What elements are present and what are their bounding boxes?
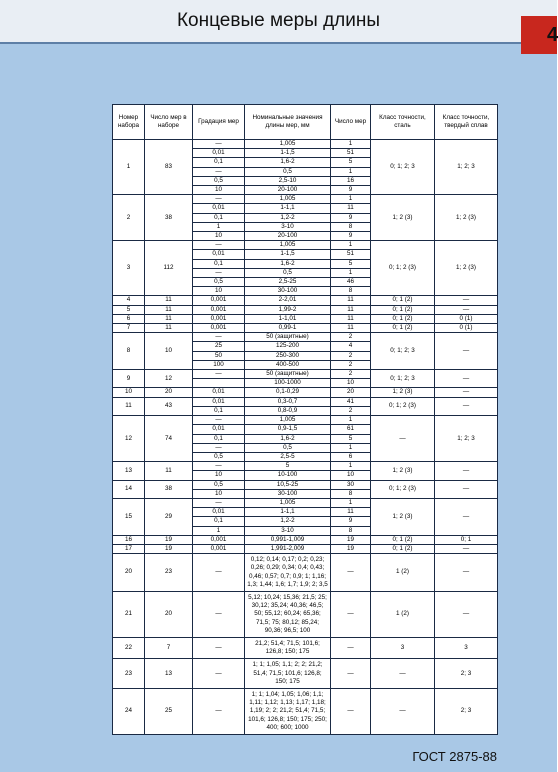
block-count-cell: 2 (331, 333, 371, 342)
gradation-cell: 10 (193, 287, 245, 296)
page-header (0, 0, 557, 44)
accuracy-carbide-cell: 1; 2; 3 (435, 140, 498, 195)
nominal-length-cell: 5 (245, 462, 331, 471)
table-row (113, 333, 498, 342)
block-count-cell: 1 (331, 443, 371, 452)
block-count-cell: 11 (331, 296, 371, 305)
accuracy-carbide-cell: — (435, 591, 498, 637)
nominal-length-cell: 20-100 (245, 232, 331, 241)
nominal-length-cell: 2,5-5 (245, 452, 331, 461)
block-count-cell: 1 (331, 241, 371, 250)
nominal-length-cell: 1,2-2 (245, 517, 331, 526)
gradation-cell: 0,001 (193, 296, 245, 305)
table-row (113, 241, 498, 250)
gradation-cell: 0,5 (193, 452, 245, 461)
gradation-cell (193, 379, 245, 388)
set-number-cell: 8 (113, 333, 145, 370)
block-count-cell: 5 (331, 434, 371, 443)
nominal-length-cell: 1-1,5 (245, 149, 331, 158)
block-count-cell: 11 (331, 314, 371, 323)
accuracy-steel-cell: 0; 1; 2; 3 (371, 370, 435, 388)
gradation-cell: 0,5 (193, 278, 245, 287)
table-row (113, 314, 498, 323)
gauge-block-sets-table (112, 104, 498, 735)
gradation-cell: 0,01 (193, 508, 245, 517)
accuracy-carbide-cell: 0 (1) (435, 314, 498, 323)
gradation-cell: 0,01 (193, 149, 245, 158)
gradation-cell: — (193, 637, 245, 658)
blocks-in-set-cell: 11 (145, 305, 193, 314)
gradation-cell: — (193, 268, 245, 277)
block-count-cell: 10 (331, 379, 371, 388)
block-count-cell: 11 (331, 204, 371, 213)
nominal-length-cell: 1,2-2 (245, 213, 331, 222)
block-count-cell: 8 (331, 489, 371, 498)
block-count-cell: 11 (331, 508, 371, 517)
nominal-length-cell: 0,99-1 (245, 324, 331, 333)
block-count-cell: 20 (331, 388, 371, 397)
gradation-cell: 0,1 (193, 517, 245, 526)
block-count-cell: 9 (331, 232, 371, 241)
nominal-length-cell: 1,6-2 (245, 434, 331, 443)
accuracy-carbide-cell: — (435, 462, 498, 480)
blocks-in-set-cell: 10 (145, 333, 193, 370)
accuracy-carbide-cell: 0 (1) (435, 324, 498, 333)
accuracy-steel-cell: — (371, 688, 435, 734)
block-count-cell: 2 (331, 360, 371, 369)
nominal-length-cell: 10-100 (245, 471, 331, 480)
block-count-cell: 11 (331, 305, 371, 314)
set-number-cell: 5 (113, 305, 145, 314)
block-count-cell: 8 (331, 287, 371, 296)
gradation-cell: 0,01 (193, 250, 245, 259)
col-header-gradation: Градация мер (193, 105, 245, 140)
col-header-nominal-lengths: Номинальные значения длины мер, мм (245, 105, 331, 140)
accuracy-steel-cell: 3 (371, 637, 435, 658)
gradation-cell: 0,5 (193, 176, 245, 185)
block-count-cell: 19 (331, 535, 371, 544)
gradation-cell: 0,01 (193, 388, 245, 397)
nominal-length-cell: 30-100 (245, 287, 331, 296)
accuracy-carbide-cell: 1; 2 (3) (435, 195, 498, 241)
accuracy-carbide-cell: — (435, 333, 498, 370)
table-row (113, 688, 498, 734)
blocks-in-set-cell: 11 (145, 324, 193, 333)
table-row (113, 659, 498, 689)
set-number-cell: 9 (113, 370, 145, 388)
nominal-length-cell: 1,005 (245, 140, 331, 149)
accuracy-carbide-cell: — (435, 370, 498, 388)
block-count-cell: 2 (331, 370, 371, 379)
gradation-cell: 25 (193, 342, 245, 351)
nominal-length-cell: 0,8-0,9 (245, 406, 331, 415)
gradation-cell: 1 (193, 526, 245, 535)
nominal-length-cell: 1,005 (245, 498, 331, 507)
blocks-in-set-cell: 7 (145, 637, 193, 658)
gradation-cell: — (193, 370, 245, 379)
gradation-cell: — (193, 554, 245, 592)
nominal-length-cell: 50 (защитные) (245, 333, 331, 342)
block-count-cell: 1 (331, 462, 371, 471)
set-number-cell: 17 (113, 544, 145, 553)
nominal-length-cell: 50 (защитные) (245, 370, 331, 379)
table-row (113, 370, 498, 379)
blocks-in-set-cell: 43 (145, 397, 193, 415)
nominal-length-cell: 0,5 (245, 167, 331, 176)
page-number-tab: 4 (521, 16, 557, 54)
block-count-cell: 8 (331, 526, 371, 535)
set-number-cell: 10 (113, 388, 145, 397)
nominal-length-cell: 2,5-25 (245, 278, 331, 287)
gradation-cell: — (193, 167, 245, 176)
accuracy-steel-cell: 0; 1; 2 (3) (371, 241, 435, 296)
accuracy-steel-cell: 0; 1 (2) (371, 296, 435, 305)
accuracy-carbide-cell: — (435, 480, 498, 498)
blocks-in-set-cell: 83 (145, 140, 193, 195)
block-count-cell: — (331, 554, 371, 592)
accuracy-carbide-cell: 0; 1 (435, 535, 498, 544)
accuracy-steel-cell: 1; 2 (3) (371, 388, 435, 397)
gradation-cell: — (193, 241, 245, 250)
block-count-cell: 19 (331, 544, 371, 553)
nominal-length-cell: 20-100 (245, 186, 331, 195)
block-count-cell: 5 (331, 158, 371, 167)
set-number-cell: 6 (113, 314, 145, 323)
block-count-cell: — (331, 637, 371, 658)
accuracy-carbide-cell: 3 (435, 637, 498, 658)
nominal-length-cell: 1,991-2,009 (245, 544, 331, 553)
gradation-cell: 0,001 (193, 324, 245, 333)
set-number-cell: 21 (113, 591, 145, 637)
nominal-length-cell: 0,1-0,29 (245, 388, 331, 397)
block-count-cell: 4 (331, 342, 371, 351)
gradation-cell: 0,1 (193, 213, 245, 222)
block-count-cell: 9 (331, 213, 371, 222)
accuracy-carbide-cell: — (435, 544, 498, 553)
col-header-blocks-in-set: Число мер в наборе (145, 105, 193, 140)
accuracy-steel-cell: 1; 2 (3) (371, 462, 435, 480)
accuracy-carbide-cell: 2; 3 (435, 688, 498, 734)
table-row (113, 462, 498, 471)
table-row (113, 195, 498, 204)
accuracy-carbide-cell: — (435, 388, 498, 397)
block-count-cell: 51 (331, 149, 371, 158)
gradation-cell: 0,01 (193, 204, 245, 213)
nominal-length-cell: 3-10 (245, 222, 331, 231)
block-count-cell: 51 (331, 250, 371, 259)
accuracy-steel-cell: 0; 1; 2 (3) (371, 397, 435, 415)
block-count-cell: — (331, 591, 371, 637)
nominal-length-cell: 0,991-1,009 (245, 535, 331, 544)
col-header-accuracy-carbide: Класс точности, твердый сплав (435, 105, 498, 140)
accuracy-steel-cell: 1 (2) (371, 591, 435, 637)
set-number-cell: 4 (113, 296, 145, 305)
accuracy-carbide-cell: — (435, 498, 498, 535)
table-body (113, 140, 498, 735)
accuracy-steel-cell: 0; 1 (2) (371, 535, 435, 544)
gradation-cell: — (193, 443, 245, 452)
block-count-cell: 11 (331, 324, 371, 333)
block-count-cell: 2 (331, 351, 371, 360)
table-row (113, 480, 498, 489)
table-row (113, 554, 498, 592)
block-count-cell: 41 (331, 397, 371, 406)
accuracy-carbide-cell: — (435, 554, 498, 592)
set-number-cell: 14 (113, 480, 145, 498)
nominal-length-cell: 1; 1; 1,04; 1,05; 1,06; 1,1; 1,11; 1,12; 1,13; 1,17; 1,18; 1,19; 2; 2; 21,2; 51,4; 71,5; 101,6; 126,8; 150; 175; 250; 400; 600; 1000 (245, 688, 331, 734)
accuracy-carbide-cell: 1; 2 (3) (435, 241, 498, 296)
table-row (113, 388, 498, 397)
gradation-cell: 0,5 (193, 480, 245, 489)
gradation-cell: — (193, 140, 245, 149)
block-count-cell: — (331, 659, 371, 689)
set-number-cell: 3 (113, 241, 145, 296)
block-count-cell: 10 (331, 471, 371, 480)
block-count-cell: 8 (331, 222, 371, 231)
nominal-length-cell: 1,6-2 (245, 259, 331, 268)
table-row (113, 535, 498, 544)
table-row (113, 305, 498, 314)
block-count-cell: 1 (331, 195, 371, 204)
blocks-in-set-cell: 20 (145, 388, 193, 397)
accuracy-carbide-cell: — (435, 305, 498, 314)
gradation-cell: 100 (193, 360, 245, 369)
accuracy-steel-cell: 0; 1; 2; 3 (371, 140, 435, 195)
accuracy-steel-cell: 0; 1 (2) (371, 324, 435, 333)
block-count-cell: 61 (331, 425, 371, 434)
gradation-cell: — (193, 195, 245, 204)
blocks-in-set-cell: 25 (145, 688, 193, 734)
blocks-in-set-cell: 38 (145, 480, 193, 498)
gradation-cell: 0,1 (193, 259, 245, 268)
accuracy-steel-cell: 1; 2 (3) (371, 498, 435, 535)
set-number-cell: 16 (113, 535, 145, 544)
gradation-cell: 0,1 (193, 434, 245, 443)
blocks-in-set-cell: 23 (145, 554, 193, 592)
block-count-cell: 1 (331, 167, 371, 176)
nominal-length-cell: 1-1,5 (245, 250, 331, 259)
set-number-cell: 7 (113, 324, 145, 333)
accuracy-steel-cell: 1 (2) (371, 554, 435, 592)
table-row (113, 140, 498, 149)
accuracy-carbide-cell: — (435, 397, 498, 415)
blocks-in-set-cell: 74 (145, 416, 193, 462)
accuracy-carbide-cell: 2; 3 (435, 659, 498, 689)
nominal-length-cell: 250-300 (245, 351, 331, 360)
block-count-cell: 9 (331, 517, 371, 526)
gradation-cell: — (193, 688, 245, 734)
table-row (113, 544, 498, 553)
table-row (113, 416, 498, 425)
table-container (112, 104, 497, 735)
table-row (113, 324, 498, 333)
nominal-length-cell: 0,5 (245, 443, 331, 452)
gradation-cell: 0,001 (193, 314, 245, 323)
nominal-length-cell: 100-1000 (245, 379, 331, 388)
nominal-length-cell: 1,99-2 (245, 305, 331, 314)
table-row (113, 498, 498, 507)
accuracy-steel-cell: 0; 1; 2; 3 (371, 333, 435, 370)
accuracy-steel-cell: 0; 1; 2 (3) (371, 480, 435, 498)
accuracy-steel-cell: 1; 2 (3) (371, 195, 435, 241)
block-count-cell: — (331, 688, 371, 734)
table-header-row (113, 105, 498, 140)
blocks-in-set-cell: 11 (145, 296, 193, 305)
nominal-length-cell: 1-1,1 (245, 508, 331, 517)
nominal-length-cell: 5,12; 10,24; 15,36; 21,5; 25; 30,12; 35,24; 40,36; 46,5; 50; 55,12; 60,24; 65,36; 71,5; 75; 80,12; 85,24; 90,36; 96,5; 100 (245, 591, 331, 637)
gradation-cell: — (193, 498, 245, 507)
accuracy-steel-cell: 0; 1 (2) (371, 544, 435, 553)
blocks-in-set-cell: 29 (145, 498, 193, 535)
accuracy-steel-cell: — (371, 659, 435, 689)
gradation-cell: — (193, 591, 245, 637)
accuracy-steel-cell: 0; 1 (2) (371, 305, 435, 314)
nominal-length-cell: 1,005 (245, 241, 331, 250)
nominal-length-cell: 3-10 (245, 526, 331, 535)
blocks-in-set-cell: 12 (145, 370, 193, 388)
block-count-cell: 1 (331, 498, 371, 507)
gradation-cell: 0,01 (193, 425, 245, 434)
block-count-cell: 16 (331, 176, 371, 185)
set-number-cell: 22 (113, 637, 145, 658)
table-row (113, 637, 498, 658)
nominal-length-cell: 2-2,01 (245, 296, 331, 305)
block-count-cell: 1 (331, 140, 371, 149)
set-number-cell: 12 (113, 416, 145, 462)
blocks-in-set-cell: 20 (145, 591, 193, 637)
blocks-in-set-cell: 38 (145, 195, 193, 241)
set-number-cell: 20 (113, 554, 145, 592)
accuracy-carbide-cell: — (435, 296, 498, 305)
standard-reference: ГОСТ 2875-88 (412, 749, 497, 764)
gradation-cell: 10 (193, 489, 245, 498)
blocks-in-set-cell: 13 (145, 659, 193, 689)
nominal-length-cell: 125-200 (245, 342, 331, 351)
block-count-cell: 1 (331, 268, 371, 277)
table-row (113, 296, 498, 305)
page-title: Концевые меры длины (176, 10, 381, 31)
accuracy-steel-cell: — (371, 416, 435, 462)
block-count-cell: 30 (331, 480, 371, 489)
nominal-length-cell: 1-1,1 (245, 204, 331, 213)
nominal-length-cell: 30-100 (245, 489, 331, 498)
gradation-cell: 10 (193, 471, 245, 480)
gradation-cell: 0,1 (193, 158, 245, 167)
blocks-in-set-cell: 112 (145, 241, 193, 296)
blocks-in-set-cell: 19 (145, 544, 193, 553)
gradation-cell: — (193, 659, 245, 689)
nominal-length-cell: 0,12; 0,14; 0,17; 0,2; 0,23; 0,26; 0,29; 0,34; 0,4; 0,43; 0,46; 0,57; 0,7; 0,9; 1; 1,16; 1,3; 1,44; 1,6; 1,7; 1,9; 2; 3,5 (245, 554, 331, 592)
gradation-cell: 0,001 (193, 535, 245, 544)
blocks-in-set-cell: 19 (145, 535, 193, 544)
gradation-cell: — (193, 416, 245, 425)
gradation-cell: — (193, 462, 245, 471)
gradation-cell: 1 (193, 222, 245, 231)
block-count-cell: 6 (331, 452, 371, 461)
set-number-cell: 15 (113, 498, 145, 535)
block-count-cell: 5 (331, 259, 371, 268)
accuracy-steel-cell: 0; 1 (2) (371, 314, 435, 323)
nominal-length-cell: 1,005 (245, 195, 331, 204)
set-number-cell: 23 (113, 659, 145, 689)
gradation-cell: — (193, 333, 245, 342)
nominal-length-cell: 400-500 (245, 360, 331, 369)
block-count-cell: 9 (331, 186, 371, 195)
set-number-cell: 24 (113, 688, 145, 734)
table-row (113, 397, 498, 406)
table-row (113, 591, 498, 637)
nominal-length-cell: 0,9-1,5 (245, 425, 331, 434)
gradation-cell: 10 (193, 232, 245, 241)
gradation-cell: 10 (193, 186, 245, 195)
block-count-cell: 46 (331, 278, 371, 287)
set-number-cell: 11 (113, 397, 145, 415)
blocks-in-set-cell: 11 (145, 314, 193, 323)
col-header-block-count: Число мер (331, 105, 371, 140)
accuracy-carbide-cell: 1; 2; 3 (435, 416, 498, 462)
gradation-cell: 50 (193, 351, 245, 360)
block-count-cell: 1 (331, 416, 371, 425)
gradation-cell: 0,001 (193, 305, 245, 314)
col-header-accuracy-steel: Класс точности, сталь (371, 105, 435, 140)
gradation-cell: 0,01 (193, 397, 245, 406)
nominal-length-cell: 0,5 (245, 268, 331, 277)
nominal-length-cell: 1,005 (245, 416, 331, 425)
blocks-in-set-cell: 11 (145, 462, 193, 480)
set-number-cell: 13 (113, 462, 145, 480)
gradation-cell: 0,001 (193, 544, 245, 553)
block-count-cell: 2 (331, 406, 371, 415)
nominal-length-cell: 1-1,01 (245, 314, 331, 323)
nominal-length-cell: 1; 1; 1,05; 1,1; 2; 2; 21,2; 51,4; 71,5; 101,6; 126,8; 150; 175 (245, 659, 331, 689)
set-number-cell: 2 (113, 195, 145, 241)
set-number-cell: 1 (113, 140, 145, 195)
nominal-length-cell: 0,3-0,7 (245, 397, 331, 406)
nominal-length-cell: 2,5-10 (245, 176, 331, 185)
gradation-cell: 0,1 (193, 406, 245, 415)
nominal-length-cell: 21,2; 51,4; 71,5; 101,6; 126,8; 150; 175 (245, 637, 331, 658)
nominal-length-cell: 1,6-2 (245, 158, 331, 167)
col-header-set-number: Номер набора (113, 105, 145, 140)
nominal-length-cell: 10,5-25 (245, 480, 331, 489)
